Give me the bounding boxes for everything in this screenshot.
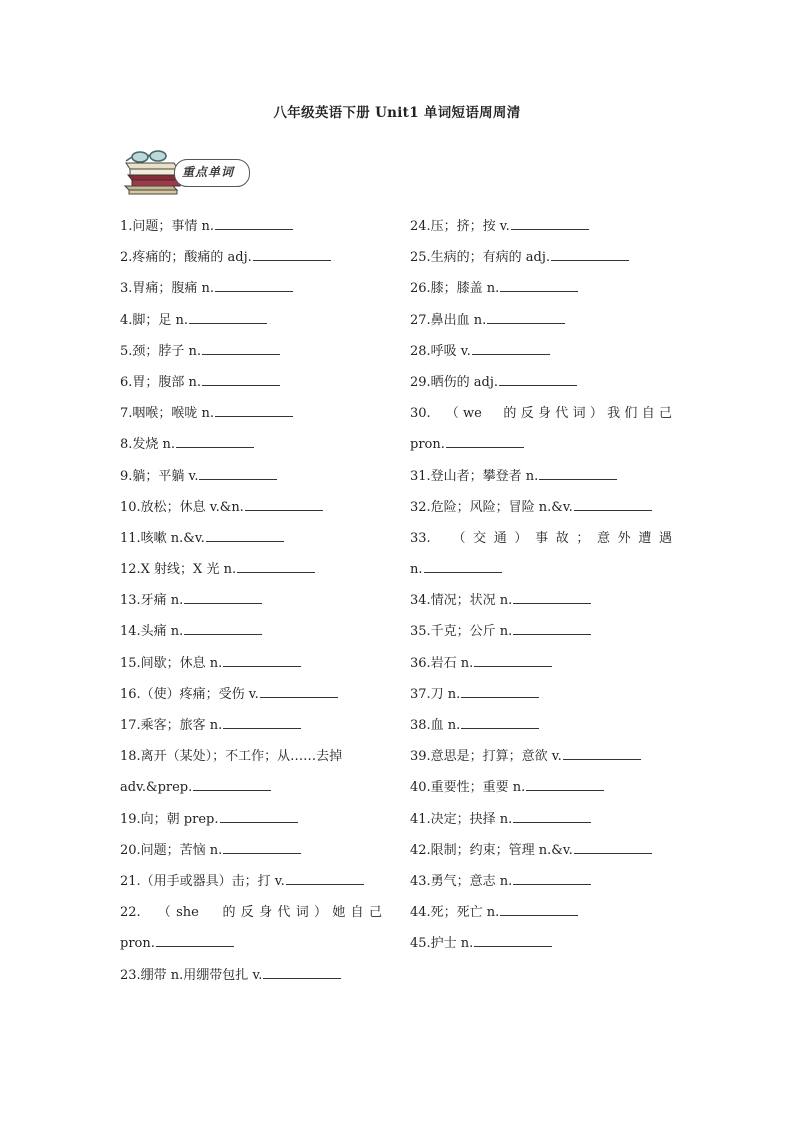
answer-blank[interactable] [513,808,591,823]
word-prompt: 8.发烧 n. [120,437,176,453]
answer-blank[interactable] [446,433,524,448]
word-prompt: 35.千克；公斤 n. [410,624,513,640]
word-prompt: 32.危险；风险；冒险 n.&v. [410,499,573,515]
word-item [410,807,672,838]
word-item [410,588,672,619]
answer-blank[interactable] [574,839,652,854]
word-prompt: 12.X 射线；X 光 n. [120,562,237,578]
word-item [410,339,672,370]
word-prompt: 34.情况；状况 n. [410,593,513,609]
word-prompt: 39.意思是；打算；意欲 v. [410,749,562,765]
answer-blank[interactable] [474,932,552,947]
word-prompt: 31.登山者；攀登者 n. [410,468,539,484]
word-item [410,245,672,276]
word-item [410,744,672,775]
word-item [120,838,382,869]
answer-blank[interactable] [184,589,262,604]
answer-blank[interactable] [260,683,338,698]
word-prompt: 15.间歇；休息 n. [120,655,223,671]
word-item [410,713,672,744]
answer-blank[interactable] [215,215,293,230]
word-item [120,370,382,401]
answer-blank[interactable] [202,371,280,386]
answer-blank[interactable] [500,901,578,916]
answer-blank[interactable] [513,589,591,604]
right-word-column [410,214,672,963]
word-prompt: 2.疼痛的；酸痛的 adj. [120,250,252,266]
word-prompt: 30. （we 的反身代词）我们自己 [410,406,672,422]
word-prompt: 22. （she 的反身代词）她自己 [120,905,382,921]
word-item [120,245,382,276]
word-item [120,682,382,713]
word-prompt: 14.头痛 n. [120,624,184,640]
word-prompt: 20.问题；苦恼 n. [120,842,223,858]
answer-blank[interactable] [526,776,604,791]
word-prompt: 40.重要性；重要 n. [410,780,526,796]
word-prompt: pron. [410,437,445,453]
word-item [410,838,672,869]
word-prompt: 36.岩石 n. [410,655,474,671]
word-prompt: adv.&prep. [120,780,193,796]
word-item [410,432,672,463]
word-prompt: 1.问题；事情 n. [120,219,215,234]
word-item [410,464,672,495]
word-prompt: 10.放松；休息 v.&n. [120,499,244,515]
word-item [120,308,382,339]
answer-blank[interactable] [202,340,280,355]
answer-blank[interactable] [215,277,293,292]
word-item [120,744,382,775]
answer-blank[interactable] [176,433,254,448]
word-prompt: 44.死；死亡 n. [410,905,500,921]
word-prompt: 33. （交通）事故；意外遭遇 [410,530,672,546]
answer-blank[interactable] [474,652,552,667]
answer-blank[interactable] [206,527,284,542]
answer-blank[interactable] [223,714,301,729]
answer-blank[interactable] [193,776,271,791]
word-item [120,214,382,245]
answer-blank[interactable] [461,683,539,698]
word-item [410,775,672,806]
word-prompt: 5.颈；脖子 n. [120,343,202,359]
word-item [120,526,382,557]
answer-blank[interactable] [237,558,315,573]
answer-blank[interactable] [551,246,629,261]
word-prompt: 25.生病的；有病的 adj. [410,250,551,266]
word-prompt: 24.压；挤；按 v. [410,219,510,234]
word-prompt: 16.（使）疼痛；受伤 v. [120,686,259,702]
answer-blank[interactable] [245,496,323,511]
answer-blank[interactable] [461,714,539,729]
word-prompt: 23.绷带 n.用绷带包扎 v. [120,967,263,983]
word-prompt: n. [410,562,423,578]
section-header-key-words [122,147,262,195]
answer-blank[interactable] [253,246,331,261]
word-item [410,900,672,931]
word-item [120,495,382,526]
word-item [410,370,672,401]
answer-blank[interactable] [424,558,502,573]
answer-blank[interactable] [156,932,234,947]
word-prompt: pron. [120,936,155,952]
left-word-column [120,214,382,994]
word-prompt: 42.限制；约束；管理 n.&v. [410,842,573,858]
answer-blank[interactable] [286,870,364,885]
word-item [410,931,672,962]
word-prompt: 45.护士 n. [410,936,474,952]
word-item [120,339,382,370]
answer-blank[interactable] [223,839,301,854]
word-item [410,651,672,682]
word-item [120,432,382,463]
word-item [410,526,672,557]
word-prompt: 3.胃痛；腹痛 n. [120,281,215,297]
word-item [410,495,672,526]
word-item [120,775,382,806]
answer-blank[interactable] [563,745,641,760]
word-item [410,401,672,432]
word-prompt: 43.勇气；意志 n. [410,873,513,889]
word-item [120,557,382,588]
page-title: 八年级英语下册 Unit1 单词短语周周清 [273,105,521,121]
word-item [410,619,672,650]
word-prompt: 7.咽喉；喉咙 n. [120,406,215,422]
answer-blank[interactable] [500,277,578,292]
word-prompt: 29.晒伤的 adj. [410,374,499,390]
word-prompt: 19.向；朝 prep. [120,811,219,827]
answer-blank[interactable] [263,964,341,979]
answer-blank[interactable] [220,808,298,823]
answer-blank[interactable] [513,870,591,885]
word-item [410,276,672,307]
word-prompt: 4.脚；足 n. [120,312,189,328]
word-prompt: 9.躺；平躺 v. [120,468,199,484]
word-item [410,869,672,900]
word-prompt: 28.呼吸 v. [410,343,471,359]
word-item [120,807,382,838]
answer-blank[interactable] [472,340,550,355]
word-prompt: 37.刀 n. [410,686,461,702]
word-prompt: 13.牙痛 n. [120,593,184,609]
word-item [120,651,382,682]
word-item [120,619,382,650]
word-prompt: 27.鼻出血 n. [410,312,487,328]
answer-blank[interactable] [215,402,293,417]
word-prompt: 11.咳嗽 n.&v. [120,530,205,546]
word-item [410,308,672,339]
section-label: 重点单词 [182,165,235,179]
word-item [120,963,382,994]
answer-blank[interactable] [189,309,267,324]
word-item [120,464,382,495]
word-item [410,682,672,713]
word-item [120,900,382,931]
word-item [120,276,382,307]
word-item [120,401,382,432]
answer-blank[interactable] [487,309,565,324]
answer-blank[interactable] [199,465,277,480]
word-prompt: 26.膝；膝盖 n. [410,281,500,297]
word-prompt: 6.胃；腹部 n. [120,374,202,390]
word-prompt: 18.离开（某处）；不工作；从……去掉 [120,749,343,765]
word-prompt: 17.乘客；旅客 n. [120,718,223,733]
answer-blank[interactable] [223,652,301,667]
word-item [120,713,382,744]
word-item [120,588,382,619]
word-item [120,931,382,962]
answer-blank[interactable] [184,620,262,635]
answer-blank[interactable] [539,465,617,480]
answer-blank[interactable] [499,371,577,386]
answer-blank[interactable] [574,496,652,511]
answer-blank[interactable] [513,620,591,635]
word-prompt: 21.（用手或器具）击；打 v. [120,873,285,889]
word-item [410,557,672,588]
word-item [410,214,672,245]
word-prompt: 38.血 n. [410,718,461,733]
word-item [120,869,382,900]
answer-blank[interactable] [511,215,589,230]
word-prompt: 41.决定；抉择 n. [410,811,513,827]
